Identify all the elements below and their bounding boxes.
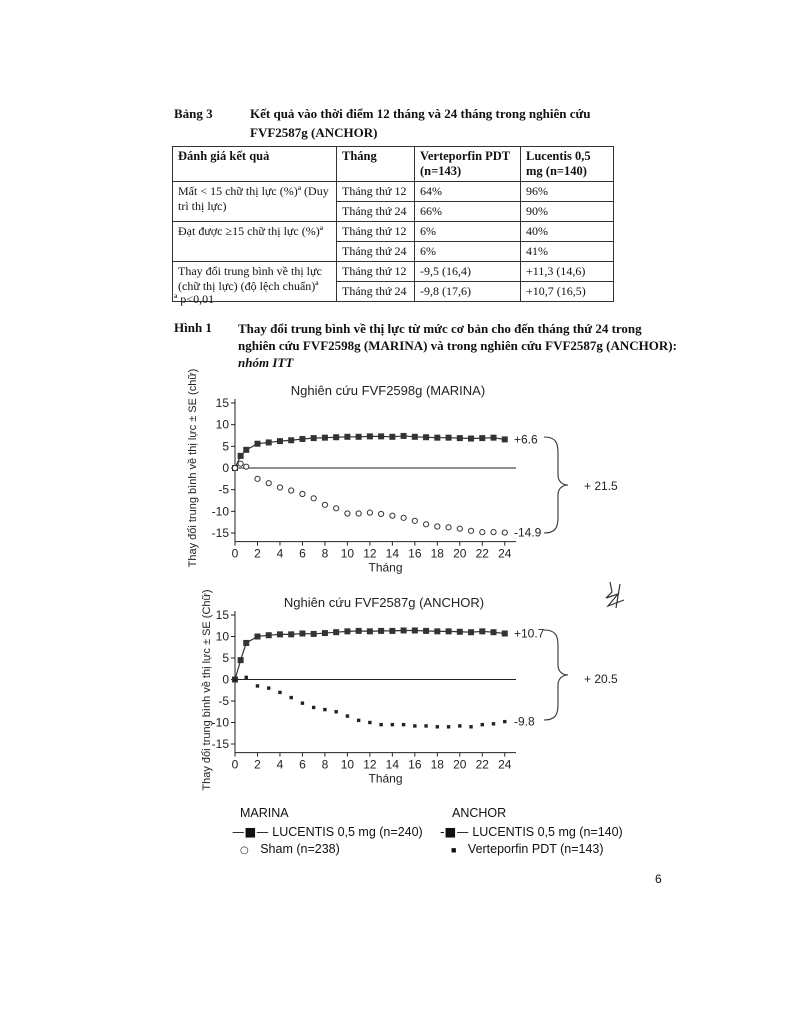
data-point-dot [469,725,472,728]
data-point-circle [277,485,282,490]
data-point-circle [238,461,243,466]
y-tick-label: -10 [211,715,229,730]
table-cell-month: Tháng thứ 24 [337,282,415,302]
table-cell-lucentis: +11,3 (14,6) [521,262,614,282]
y-tick-label: 15 [215,608,229,622]
data-point-dot [481,723,484,726]
figure-caption-line1: Thay đổi trung bình về thị lực từ mức cơ bản cho đến tháng thứ 24 trong [238,321,642,336]
data-point-dot [413,724,416,727]
data-point-square [479,435,485,441]
data-point-square [238,657,244,663]
legend-marina-title: MARINA [240,806,289,820]
data-point-square [457,629,463,635]
table-cell-outcome: Mất < 15 chữ thị lực (%)ª (Duy trì thị lực) [173,182,337,222]
data-point-dot [267,686,270,689]
data-point-dot [233,678,236,681]
legend-marina-lucentis-label: LUCENTIS 0,5 mg (n=240) [272,825,423,839]
data-point-circle [322,502,327,507]
data-point-square [356,434,362,440]
data-point-square [288,631,294,637]
data-point-square [468,436,474,442]
data-point-square [468,629,474,635]
data-point-dot [312,706,315,709]
data-point-square [344,628,350,634]
data-point-dot [424,724,427,727]
data-point-dot [368,721,371,724]
data-point-square [367,433,373,439]
square-line-marker-icon: -■— [440,824,469,839]
data-point-square [389,628,395,634]
data-point-square [446,435,452,441]
data-point-square [491,435,497,441]
data-point-square [389,434,395,440]
data-point-circle [423,522,428,527]
small-dot-marker-icon: ■ [451,845,457,855]
data-point-square [502,436,508,442]
data-point-dot [357,719,360,722]
data-point-circle [457,526,462,531]
y-tick-label: 10 [215,417,229,432]
x-tick-label: 12 [363,546,377,561]
chart-title: Nghiên cứu FVF2598g (MARINA) [290,383,486,398]
table-cell-pdt: 6% [415,242,521,262]
table-cell-lucentis: 40% [521,222,614,242]
table-cell-lucentis: 90% [521,202,614,222]
x-tick-label: 22 [475,757,489,772]
legend-marina-lucentis [232,824,423,839]
data-point-square [333,629,339,635]
table-cell-pdt: -9,5 (16,4) [415,262,521,282]
difference-brace [544,630,568,720]
data-point-circle [232,465,237,470]
x-tick-label: 16 [408,757,422,772]
data-point-circle [468,528,473,533]
data-point-square [344,434,350,440]
x-tick-label: 4 [276,546,284,561]
table-cell-month: Tháng thứ 24 [337,202,415,222]
table-title-line2: FVF2587g (ANCHOR) [250,125,378,140]
data-point-circle [401,515,406,520]
x-tick-label: 12 [363,757,377,772]
data-point-square [266,439,272,445]
x-tick-label: 24 [498,546,512,561]
data-point-circle [412,518,417,523]
data-point-square [266,632,272,638]
table-label: Bảng 3 [174,106,213,121]
legend-anchor-pdt [451,842,604,856]
data-point-square [254,634,260,640]
y-tick-label: 5 [222,651,229,665]
x-axis-label: Tháng [368,771,403,786]
x-tick-label: 0 [231,546,239,561]
legend-marina-sham [240,842,340,856]
legend-marina-sham-label: Sham (n=238) [260,842,340,856]
data-point-dot [301,701,304,704]
x-tick-label: 2 [254,757,261,772]
end-value-top: +6.6 [514,432,538,447]
x-tick-label: 18 [430,546,444,561]
x-tick-label: 8 [321,546,329,561]
table-cell-month: Tháng thứ 24 [337,242,415,262]
table-cell-month: Tháng thứ 12 [337,262,415,282]
data-point-square [299,436,305,442]
y-tick-label: -15 [211,737,229,751]
open-circle-marker-icon: ○ [240,845,249,856]
data-point-dot [323,708,326,711]
data-point-dot [278,691,281,694]
y-tick-label: 0 [222,461,229,475]
table-cell-pdt: 66% [415,202,521,222]
data-point-circle [345,511,350,516]
data-point-square [299,630,305,636]
table-cell-month: Tháng thứ 12 [337,222,415,242]
x-tick-label: 18 [430,757,444,772]
data-point-dot [379,723,382,726]
series-line-lucentis [235,630,505,679]
data-point-circle [390,513,395,518]
table-header: Verteporfin PDT (n=143) [415,147,521,182]
data-point-circle [244,464,249,469]
page-number: 6 [655,872,662,886]
data-point-square [401,433,407,439]
data-point-square [378,628,384,634]
data-point-square [243,447,249,453]
data-point-square [479,628,485,634]
table-cell-pdt: 6% [415,222,521,242]
figure-caption-line2: nghiên cứu FVF2598g (MARINA) và trong nghiên cứu FVF2587g (ANCHOR): [238,338,677,353]
table-cell-lucentis: 41% [521,242,614,262]
y-tick-label: 0 [222,672,229,687]
data-point-square [401,627,407,633]
data-point-circle [379,511,384,516]
series-line-lucentis [235,436,505,468]
data-point-circle [502,530,507,535]
data-point-circle [255,476,260,481]
data-point-dot [492,722,495,725]
data-point-circle [334,506,339,511]
data-point-square [243,640,249,646]
data-point-square [378,433,384,439]
x-tick-label: 8 [321,757,329,772]
table-cell-month: Tháng thứ 12 [337,182,415,202]
data-point-dot [447,725,450,728]
data-point-square [502,630,508,636]
data-point-square [311,435,317,441]
chart-title: Nghiên cứu FVF2587g (ANCHOR) [283,595,485,610]
x-tick-label: 24 [498,757,512,772]
legend-anchor-lucentis [440,824,623,839]
y-tick-label: -15 [211,526,229,540]
table-header: Đánh giá kết quả [173,147,337,182]
x-tick-label: 4 [276,757,284,772]
data-point-square [356,628,362,634]
data-point-square [254,441,260,447]
data-point-square [412,434,418,440]
data-point-circle [289,488,294,493]
y-tick-label: -5 [218,482,229,497]
table-cell-outcome: Thay đổi trung bình về thị lực (chữ thị lực) (độ lệch chuẩn)ª [173,262,337,302]
data-point-square [333,434,339,440]
x-tick-label: 2 [254,546,261,561]
x-tick-label: 22 [475,546,489,561]
data-point-dot [391,723,394,726]
square-line-marker-icon: —■— [232,824,269,839]
y-tick-label: 15 [215,396,229,410]
data-point-square [322,435,328,441]
data-point-square [311,631,317,637]
table-header: Tháng [337,147,415,182]
x-tick-label: 6 [299,757,306,772]
data-point-square [238,453,244,459]
end-value-bottom: -9.8 [514,714,535,729]
table-cell-lucentis: +10,7 (16,5) [521,282,614,302]
handwritten-initials-icon [598,578,632,612]
data-point-dot [346,714,349,717]
x-tick-label: 16 [408,546,422,561]
data-point-square [412,627,418,633]
x-tick-label: 0 [231,757,239,772]
data-point-circle [300,491,305,496]
table-cell-lucentis: 96% [521,182,614,202]
data-point-circle [266,481,271,486]
data-point-circle [435,524,440,529]
table-cell-outcome: Đạt được ≥15 chữ thị lực (%)ª [173,222,337,262]
x-tick-label: 6 [299,546,306,561]
data-point-dot [458,724,461,727]
x-tick-label: 10 [340,546,355,561]
y-tick-label: -10 [211,504,229,519]
data-point-square [457,435,463,441]
data-point-square [423,628,429,634]
data-point-circle [367,510,372,515]
data-point-dot [334,710,337,713]
table-cell-pdt: 64% [415,182,521,202]
x-tick-label: 20 [453,757,467,772]
table-title-line1: Kết quả vào thời điểm 12 tháng và 24 tháng trong nghiên cứu [250,106,591,121]
y-tick-label: 10 [215,629,229,644]
data-point-square [491,629,497,635]
difference-brace [544,437,568,533]
data-point-dot [256,684,259,687]
y-tick-label: -5 [218,694,229,708]
data-point-square [277,631,283,637]
x-axis-label: Tháng [368,560,403,575]
data-point-square [322,630,328,636]
data-point-square [434,435,440,441]
x-tick-label: 14 [385,757,400,772]
figure-label: Hình 1 [174,320,212,335]
data-point-circle [491,530,496,535]
data-point-square [277,438,283,444]
data-point-square [446,628,452,634]
data-point-dot [245,676,248,679]
data-point-square [434,628,440,634]
legend-anchor-pdt-label: Verteporfin PDT (n=143) [467,842,604,856]
end-value-bottom: -14.9 [514,525,542,540]
y-axis-label: Thay đổi trung bình về thị lực ± SE (chữ) [187,368,199,568]
x-tick-label: 20 [453,546,467,561]
data-point-dot [503,720,506,723]
data-point-circle [446,525,451,530]
difference-label: + 21.5 [584,479,618,493]
x-tick-label: 10 [340,757,355,772]
data-point-dot [436,725,439,728]
data-point-square [288,437,294,443]
legend-anchor-lucentis-label: LUCENTIS 0,5 mg (n=140) [472,825,623,839]
legend-anchor-title: ANCHOR [452,806,507,820]
table-header: Lucentis 0,5 mg (n=140) [521,147,614,182]
data-point-circle [356,511,361,516]
data-point-circle [311,496,316,501]
data-point-square [367,628,373,634]
data-point-square [423,434,429,440]
y-axis-label: Thay đổi trung bình về thị lực ± SE (Chữ) [201,589,213,791]
table-footnote: ª p<0,01 [174,292,215,306]
table-cell-pdt: -9,8 (17,6) [415,282,521,302]
data-point-circle [480,530,485,535]
x-tick-label: 14 [385,546,400,561]
figure-caption-line3: nhóm ITT [238,355,294,370]
difference-label: + 20.5 [584,672,618,686]
data-point-dot [290,696,293,699]
y-tick-label: 5 [222,439,229,454]
data-point-dot [402,723,405,726]
end-value-top: +10.7 [514,626,545,641]
